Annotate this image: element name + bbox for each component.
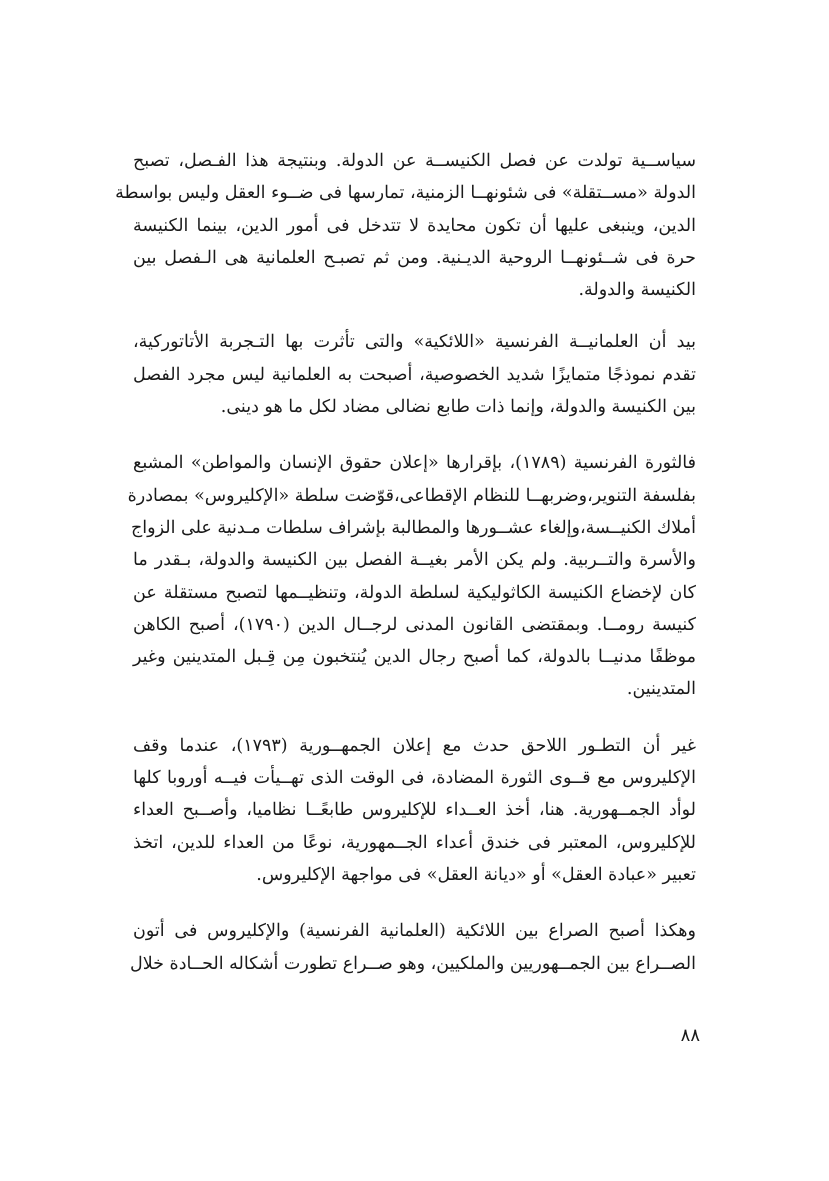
text-line: تعبير «عبادة العقل» أو «ديانة العقل» فى مواجهة الإكليروس.: [256, 864, 696, 885]
text-line: حرة فى شــئونهــا الروحية الديـنية. ومن ثم تصبـح العلمانية هى الـفصل بين: [133, 247, 696, 268]
text-line: أملاك الكنيــسة،وإلغاء عشــورها والمطالبة بإشراف سلطات مـدنية على الزواج: [130, 517, 696, 538]
text-line: فالثورة الفرنسية (١٧٨٩)، بإقرارها «إعلان حقوق الإنسان والمواطن» المشبع: [133, 453, 696, 474]
text-line: الصــراع بين الجمــهوريين والملكيين، وهو صــراع تطورت أشكاله الحــادة خلال: [130, 953, 696, 974]
text-line: غير أن التطـور اللاحق حدث مع إعلان الجمهــورية (١٧٩٣)، عندما وقف: [133, 735, 696, 756]
text-line: موظفًا مدنيــا بالدولة، كما أصبح رجال الدين يُنتخبون مِن قِـبل المتدينين وغير: [133, 647, 696, 668]
paragraph: [133, 326, 696, 423]
text-line: والأسرة والتــربية. ولم يكن الأمر بغيــة الفصل بين الكنيسة والدولة، بـقدر ما: [133, 550, 696, 571]
text-line: بيد أن العلمانيــة الفرنسية «اللائكية» والتى تأثرت بها التـجربة الأتاتوركية،: [133, 332, 696, 353]
paragraph: [133, 730, 696, 891]
text-line: المتدينين.: [626, 679, 696, 700]
paragraph: [115, 145, 696, 306]
text-line: الإكليروس مع قــوى الثورة المضادة، فى الوقت الذى تهــيأت فيــه أوروبا كلها: [133, 768, 696, 789]
text-line: الدولة «مســتقلة» فى شئونهــا الزمنية، تمارسها فى ضــوء العقل وليس بواسطة: [115, 183, 696, 204]
paragraph: [127, 447, 697, 705]
page-body: [115, 145, 697, 1004]
text-line: للإكليروس، المعتبر فى خندق أعداء الجــمهورية، نوعًا من العداء للدين، اتخذ: [133, 832, 696, 853]
text-line: وهكذا أصبح الصراع بين اللائكية (العلمانية الفرنسية) والإكليروس فى أتون: [133, 921, 696, 942]
paragraph: [130, 915, 696, 980]
text-line: لوأد الجمــهورية. هنا، أخذ العــداء للإكليروس طابعًــا نظاميا، وأصــبح العداء: [133, 800, 696, 821]
text-line: سياســية تولدت عن فصل الكنيســة عن الدولة. وبنتيجة هذا الفـصل، تصبح: [133, 151, 696, 171]
text-line: كنيسة رومــا. وبمقتضى القانون المدنى لرجــال الدين (١٧٩٠)، أصبح الكاهن: [133, 614, 697, 635]
page-number: ٨٨: [680, 1025, 700, 1046]
text-line: بفلسفة التنوير،وضربهــا للنظام الإقطاعى،قوّضت سلطة «الإكليروس» بمصادرة: [127, 485, 696, 506]
text-line: بين الكنيسة والدولة، وإنما ذات طابع نضالى مضاد لكل ما هو دينى.: [220, 397, 696, 418]
text-line: كان لإخضاع الكنيسة الكاثوليكية لسلطة الدولة، وتنظيــمها لتصبح مستقلة عن: [133, 582, 696, 603]
text-line: تقدم نموذجًا متمايزًا شديد الخصوصية، أصبحت به العلمانية ليس مجرد الفصل: [133, 364, 696, 385]
text-line: الدين، وينبغى عليها أن تكون محايدة لا تتدخل فى أمور الدين، بينما الكنيسة: [133, 215, 696, 236]
text-line: الكنيسة والدولة.: [578, 280, 696, 301]
